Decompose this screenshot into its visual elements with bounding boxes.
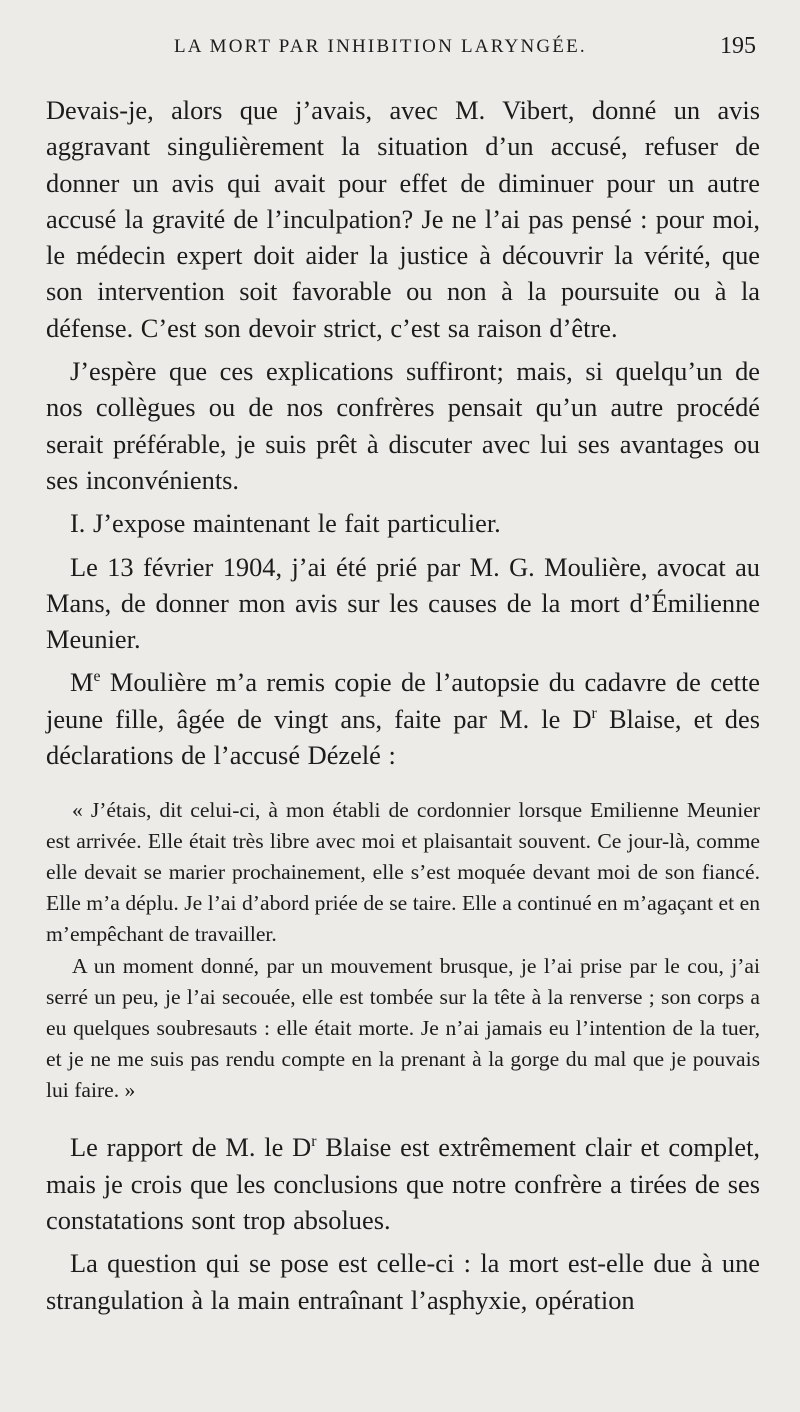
- quote-paragraph: « J’étais, dit celui-ci, à mon établi de cordonnier lorsque Emilienne Meunier est arrivée. Elle était très libre avec moi et plaisantait souvent. Ce jour-là, comme elle devait se marier prochainement, elle s’est moquée devant moi de son fiancé. Elle m’a déplu. Je l’ai d’abord priée de se taire. Elle a continué en m’agaçant et en m’empêchant de travailler.: [46, 798, 760, 946]
- paragraph-question: La question qui se pose est celle-ci : la mort est-elle due à une strangulation à la main entraînant l’asphyxie, opération: [46, 1248, 760, 1315]
- text-run: M: [70, 667, 94, 698]
- running-title: LA MORT PAR INHIBITION LARYNGÉE.: [174, 36, 587, 57]
- paragraph-mouliere: [46, 664, 760, 773]
- text-run: Blaise est extrêmement clair et complet, mais je crois que les conclusions que notre confrère a tirées de ses constatations sont trop absolues.: [46, 1132, 761, 1235]
- text-run: Le rapport de M. le D: [70, 1132, 312, 1163]
- running-head: [46, 33, 760, 76]
- superscript: e: [93, 668, 101, 686]
- paragraph-13-fevrier: Le 13 février 1904, j’ai été prié par M. G. Moulière, avocat au Mans, de donner mon avis sur les causes de la mort d’Émilienne Meunier.: [46, 551, 760, 655]
- paragraph-devais-je: Devais-je, alors que j’avais, avec M. Vibert, donné un avis aggravant singulièrement la situation d’un accusé, refuser de donner un avis qui avait pour effet de diminuer pour un autre accusé la gravité de l’inculpation? Je ne l’ai pas pensé : pour moi, le médecin expert doit aider la justice à découvrir la vérité, que son intervention soit favorable ou non à la poursuite ou à la défense. C’est son devoir strict, c’est sa raison d’être.: [46, 95, 760, 343]
- page-number: 195: [720, 33, 756, 59]
- superscript: r: [591, 704, 597, 722]
- text-run: Moulière m’a remis copie de l’autopsie du cadavre de cette jeune fille, âgée de vingt ans, faite par M. le D: [46, 667, 760, 734]
- paragraph-explications: J’espère que ces explications suffiront; mais, si quelqu’un de nos collègues ou de nos confrères pensait qu’un autre procédé serait préférable, je suis prêt à discuter avec lui ses avantages ou ses inconvénients.: [46, 356, 760, 495]
- quote-paragraph: A un moment donné, par un mouvement brusque, je l’ai prise par le cou, j’ai serré un peu, je l’ai secouée, elle est tombée sur la tête à la renverse ; son corps a eu quelques soubresauts : elle était morte. Je n’ai jamais eu l’intention de la tuer, et je ne me suis pas rendu compte en la prenant à la gorge du mal que je pouvais lui faire. »: [46, 954, 760, 1102]
- paragraph-fait-particulier: I. J’expose maintenant le fait particulier.: [70, 508, 501, 539]
- paragraph-rapport: [46, 1129, 760, 1238]
- superscript: r: [311, 1133, 317, 1151]
- deposition-quote: [46, 795, 760, 1105]
- text-run: Blaise, et des déclarations de l’accusé Dézelé :: [46, 703, 760, 771]
